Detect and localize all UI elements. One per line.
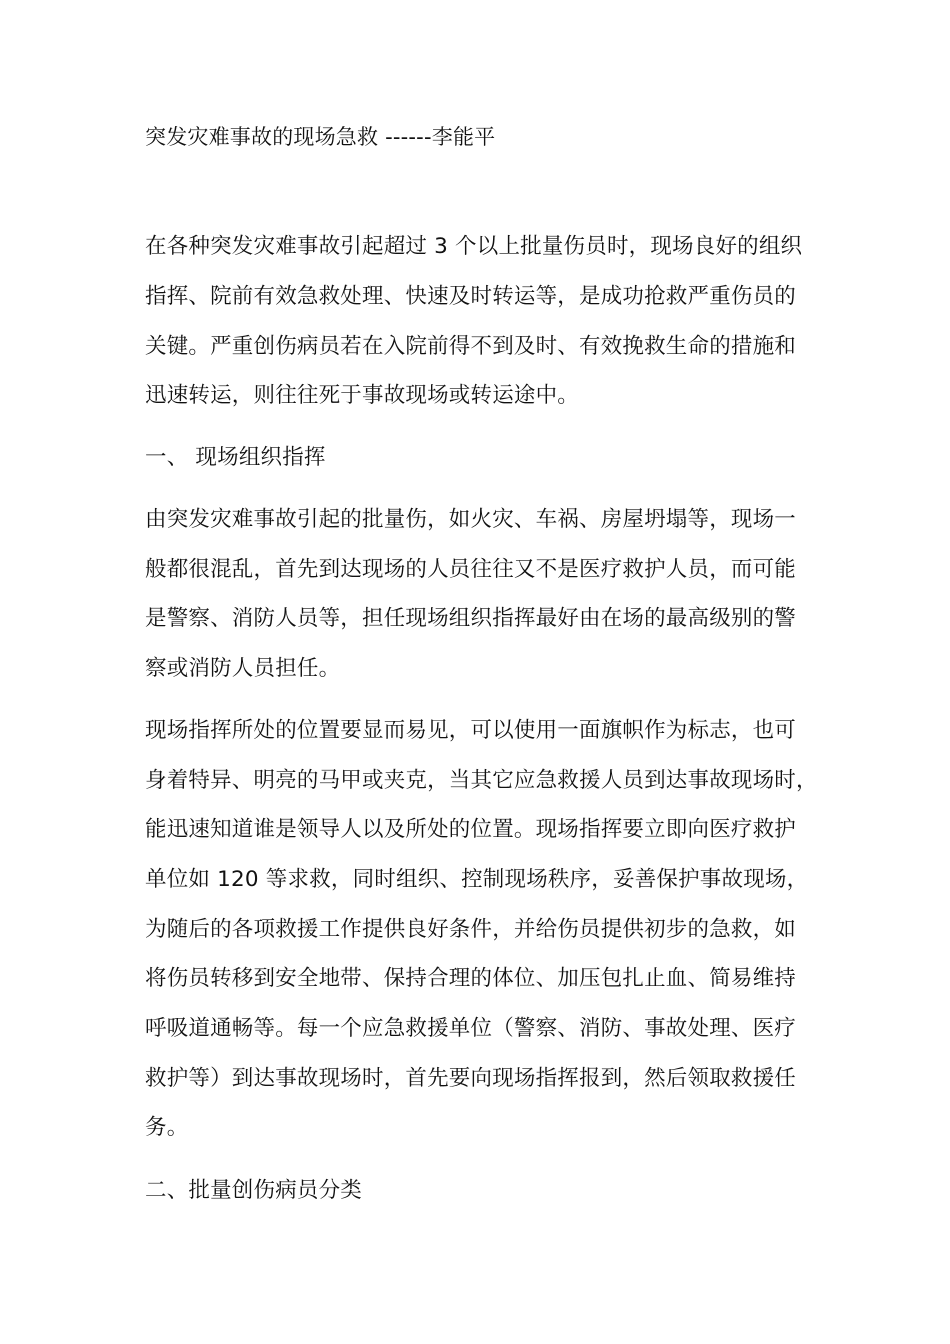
paragraph-line: 般都很混乱，首先到达现场的人员往往又不是医疗救护人员，而可能 [145, 557, 797, 582]
section2-heading: 二、批量创伤病员分类 [145, 1178, 363, 1203]
paragraph-line: 身着特异、明亮的马甲或夹克，当其它应急救援人员到达事故现场时， [145, 768, 818, 793]
paragraph-line: 由突发灾难事故引起的批量伤，如火灾、车祸、房屋坍塌等，现场一 [145, 507, 797, 532]
paragraph-line: 务。 [145, 1115, 189, 1140]
paragraph-line: 呼吸道通畅等。每一个应急救援单位（警察、消防、事故处理、医疗 [145, 1016, 797, 1041]
paragraph-line: 是警察、消防人员等，担任现场组织指挥最好由在场的最高级别的警 [145, 606, 797, 631]
paragraph-line: 为随后的各项救援工作提供良好条件，并给伤员提供初步的急救，如 [145, 917, 797, 942]
intro-line: 迅速转运，则往往死于事故现场或转运途中。 [145, 383, 580, 408]
document-title: 突发灾难事故的现场急救 ------李能平 [145, 125, 496, 149]
paragraph-line: 单位如 120 等求救，同时组织、控制现场秩序，妥善保护事故现场， [145, 867, 809, 892]
intro-line: 在各种突发灾难事故引起超过 3 个以上批量伤员时，现场良好的组织 [145, 234, 803, 259]
paragraph-line: 察或消防人员担任。 [145, 656, 341, 681]
section1-heading: 一、 现场组织指挥 [145, 445, 326, 470]
paragraph-line: 救护等）到达事故现场时，首先要向现场指挥报到，然后领取救援任 [145, 1066, 797, 1091]
paragraph-line: 现场指挥所处的位置要显而易见，可以使用一面旗帜作为标志，也可 [145, 718, 797, 743]
paragraph-line: 能迅速知道谁是领导人以及所处的位置。现场指挥要立即向医疗救护 [145, 817, 797, 842]
intro-line: 关键。严重创伤病员若在入院前得不到及时、有效挽救生命的措施和 [145, 334, 797, 359]
paragraph-line: 将伤员转移到安全地带、保持合理的体位、加压包扎止血、简易维持 [145, 966, 797, 991]
intro-line: 指挥、院前有效急救处理、快速及时转运等，是成功抢救严重伤员的 [145, 284, 797, 309]
